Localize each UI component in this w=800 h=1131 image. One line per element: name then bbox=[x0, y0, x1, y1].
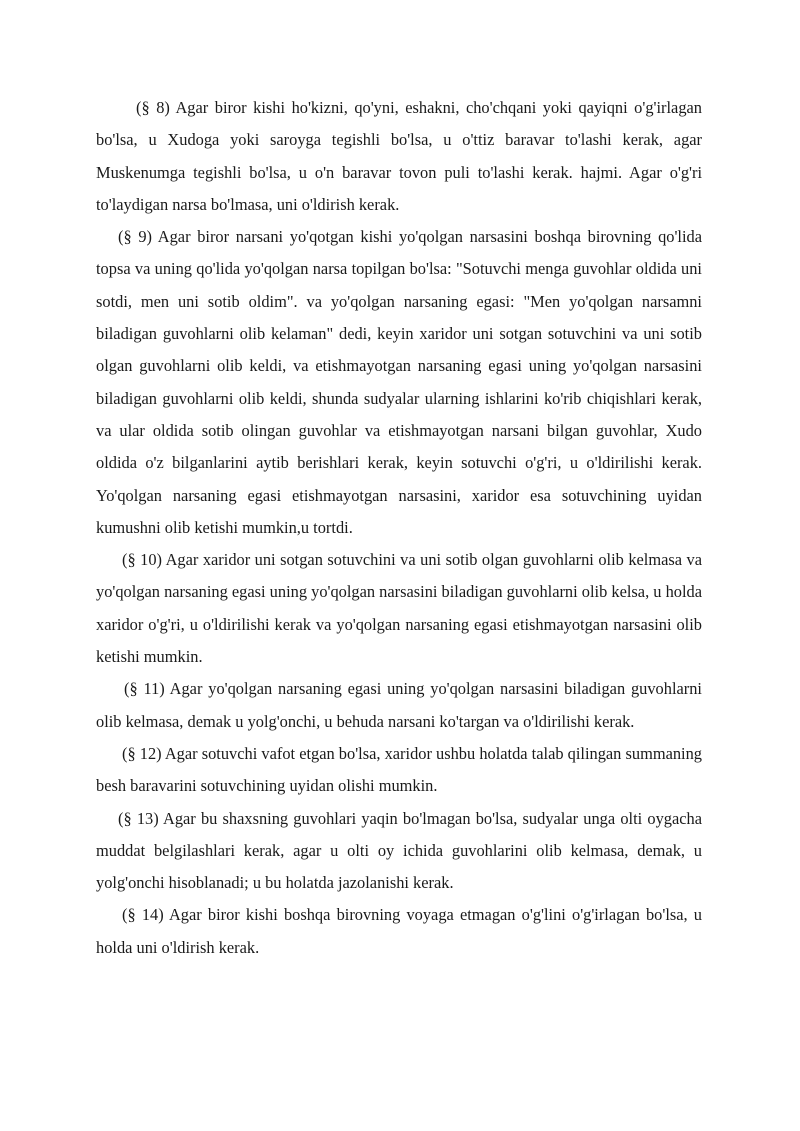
document-page bbox=[96, 92, 702, 964]
paragraph-section-8: (§ 8) Agar biror kishi ho'kizni, qo'yni, eshakni, cho'chqani yoki qayiqni o'g'irlagan bo'lsa, u Xudoga yoki saroyga tegishli bo'lsa, u o'ttiz baravar to'lashi kerak, agar Muskenumga tegishli bo'lsa, u o'n baravar tovon puli to'lashi kerak. hajmi. Agar o'g'ri to'laydigan narsa bo'lmasa, uni o'ldirish kerak. bbox=[96, 98, 702, 214]
paragraph-section-10: (§ 10) Agar xaridor uni sotgan sotuvchini va uni sotib olgan guvohlarni olib kelmasa va yo'qolgan narsaning egasi uning yo'qolgan narsasini biladigan guvohlarni olib kelsa, u holda xaridor o'g'ri, u o'ldirilishi kerak va yo'qolgan narsaning egasi etishmayotgan narsasini olib ketishi mumkin. bbox=[96, 550, 702, 667]
paragraph-section-13: (§ 13) Agar bu shaxsning guvohlari yaqin bo'lmagan bo'lsa, sudyalar unga olti oygacha muddat belgilashlari kerak, agar u olti oy ichida guvohlarini olib kelmasa, demak, u yolg'onchi hisoblanadi; u bu holatda jazolanishi kerak. bbox=[96, 808, 702, 893]
paragraph-section-9: (§ 9) Agar biror narsani yo'qotgan kishi yo'qolgan narsasini boshqa birovning qo'lida topsa va uning qo'lida yo'qolgan narsa topilgan bo'lsa: "Sotuvchi menga guvohlar oldida uni sotdi, men uni sotib oldim". va yo'qolgan narsaning egasi: "Men yo'qolgan narsamni biladigan guvohlarni olib kelaman" dedi, keyin xaridor uni sotgan sotuvchini va uni sotib olgan guvohlarni olib keldi, va etishmayotgan narsaning egasi uning yo'qolgan narsasini biladigan guvohlarni olib keldi, shunda sudyalar ularning ishlarini ko'rib chiqishlari kerak, va ular oldida sotib olingan guvohlar va etishmayotgan narsani bilgan guvohlar, Xudo oldida o'z bilganlarini aytib berishlari kerak, keyin sotuvchi o'g'ri, u o'ldirilishi kerak. Yo'qolgan narsaning egasi etishmayotgan narsasini, xaridor esa sotuvchining uyidan kumushni olib ketishi mumkin,u tortdi. bbox=[96, 227, 702, 537]
paragraph-section-12: (§ 12) Agar sotuvchi vafot etgan bo'lsa, xaridor ushbu holatda talab qilingan summaning besh baravarini sotuvchining uyidan olishi mumkin. bbox=[96, 743, 702, 796]
paragraph-section-14: (§ 14) Agar biror kishi boshqa birovning voyaga etmagan o'g'lini o'g'irlagan bo'lsa, u holda uni o'ldirish kerak. bbox=[96, 905, 702, 957]
paragraph-section-11: (§ 11) Agar yo'qolgan narsaning egasi uning yo'qolgan narsasini biladigan guvohlarni olib kelmasa, demak u yolg'onchi, u behuda narsani ko'targan va o'ldirilishi kerak. bbox=[96, 679, 702, 731]
